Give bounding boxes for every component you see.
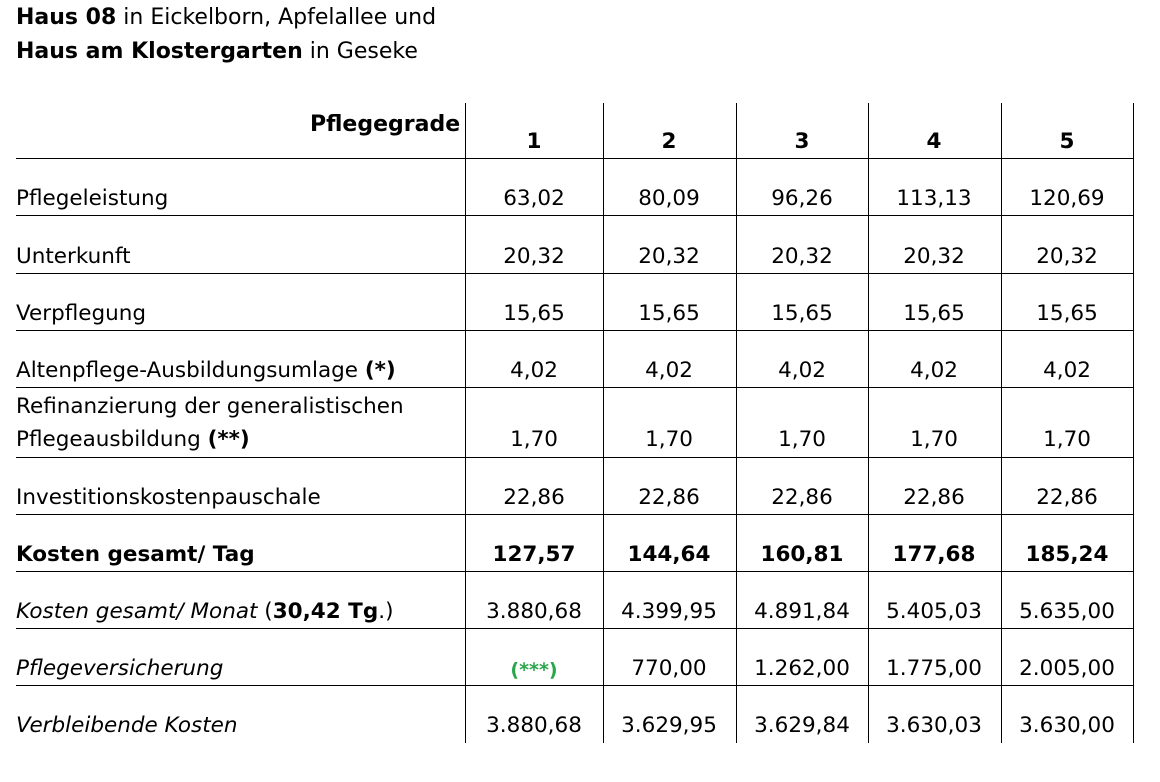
row-value: 20,32 xyxy=(638,244,700,269)
row-label: Verpflegung xyxy=(16,301,147,326)
row-value: 15,65 xyxy=(503,301,565,326)
heading-house-08: Haus 08 xyxy=(16,5,117,30)
header-grade: 4 xyxy=(926,129,942,154)
row-value: 144,64 xyxy=(627,542,711,567)
row-value: 22,86 xyxy=(903,485,965,510)
row-value: 80,09 xyxy=(638,186,700,211)
paren-close: .) xyxy=(378,599,394,624)
row-label: Unterkunft xyxy=(16,244,131,269)
row-value: 1,70 xyxy=(510,427,558,452)
header-grade: 2 xyxy=(661,129,677,154)
table-divider xyxy=(16,273,1134,274)
row-value: 1,70 xyxy=(645,427,693,452)
footnote-marker: (**) xyxy=(207,427,250,452)
table-divider xyxy=(16,514,1134,515)
heading-house-klostergarten: Haus am Klostergarten xyxy=(16,39,303,64)
row-label: Verbleibende Kosten xyxy=(16,713,238,738)
table-divider xyxy=(16,387,1134,388)
table-column-divider xyxy=(465,103,466,743)
row-value: 120,69 xyxy=(1029,186,1105,211)
header-grade: 1 xyxy=(526,129,542,154)
row-value: 4,02 xyxy=(510,358,558,383)
row-value: 4,02 xyxy=(778,358,826,383)
row-value: 1,70 xyxy=(910,427,958,452)
days-count: 30,42 Tg xyxy=(272,599,379,624)
row-label: Investitionskostenpauschale xyxy=(16,485,321,510)
row-value: 15,65 xyxy=(1036,301,1098,326)
row-label: Pflegeversicherung xyxy=(16,656,224,681)
table-divider xyxy=(16,571,1134,572)
row-value: 63,02 xyxy=(503,186,565,211)
row-value: 160,81 xyxy=(760,542,844,567)
row-value: 5.405,03 xyxy=(886,599,982,624)
row-value: 1,70 xyxy=(1043,427,1091,452)
heading-line-1 xyxy=(16,4,436,32)
table-divider xyxy=(16,457,1134,458)
row-value: 4,02 xyxy=(645,358,693,383)
row-value: 4,02 xyxy=(1043,358,1091,383)
row-value: 22,86 xyxy=(1036,485,1098,510)
header-pflegegrade: Pflegegrade xyxy=(310,112,461,137)
row-value: 20,32 xyxy=(903,244,965,269)
table-divider xyxy=(16,628,1134,629)
row-value: 185,24 xyxy=(1025,542,1109,567)
row-value: 1.775,00 xyxy=(886,656,982,681)
row-value: 4.399,95 xyxy=(621,599,717,624)
row-label-text: Altenpflege-Ausbildungsumlage xyxy=(16,358,365,383)
row-value: 113,13 xyxy=(896,186,972,211)
row-value: 2.005,00 xyxy=(1019,656,1115,681)
row-value: 22,86 xyxy=(771,485,833,510)
row-label-text: Pflegeausbildung xyxy=(16,427,208,452)
row-value: 3.630,03 xyxy=(886,713,982,738)
paren-open: ( xyxy=(257,599,273,624)
row-value: 4.891,84 xyxy=(754,599,850,624)
row-value: 770,00 xyxy=(631,656,707,681)
row-value: 3.880,68 xyxy=(486,599,582,624)
row-value: 15,65 xyxy=(638,301,700,326)
table-divider xyxy=(16,330,1134,331)
row-label-line-1: Refinanzierung der generalistischen xyxy=(16,394,404,419)
row-value: 96,26 xyxy=(771,186,833,211)
row-value: 15,65 xyxy=(771,301,833,326)
row-label-text: Kosten gesamt/ Monat xyxy=(16,599,258,624)
row-label xyxy=(16,427,250,453)
row-label: Pflegeleistung xyxy=(16,186,169,211)
row-value: 3.630,00 xyxy=(1019,713,1115,738)
footnote-marker: (*) xyxy=(364,358,396,383)
row-label xyxy=(16,599,393,625)
footnote-marker-green: (***) xyxy=(510,659,558,681)
row-value: 20,32 xyxy=(503,244,565,269)
row-value: 3.629,84 xyxy=(754,713,850,738)
row-value: 20,32 xyxy=(771,244,833,269)
row-value: 177,68 xyxy=(892,542,976,567)
heading-line-2 xyxy=(16,38,418,66)
row-value: 1,70 xyxy=(778,427,826,452)
heading-line-2-rest: in Geseke xyxy=(302,39,418,64)
table-divider xyxy=(16,685,1134,686)
header-grade: 3 xyxy=(794,129,810,154)
row-value: 20,32 xyxy=(1036,244,1098,269)
row-value: 127,57 xyxy=(492,542,576,567)
row-value: 3.629,95 xyxy=(621,713,717,738)
row-label: Kosten gesamt/ Tag xyxy=(16,542,255,567)
row-label xyxy=(16,358,396,384)
table-divider xyxy=(16,158,1134,159)
row-value: 5.635,00 xyxy=(1019,599,1115,624)
row-value: 1.262,00 xyxy=(754,656,850,681)
header-grade: 5 xyxy=(1059,129,1075,154)
table-column-divider xyxy=(1133,103,1134,743)
row-value: 22,86 xyxy=(638,485,700,510)
table-divider xyxy=(16,215,1134,216)
row-value: 4,02 xyxy=(910,358,958,383)
heading-line-1-rest: in Eickelborn, Apfelallee und xyxy=(116,5,437,30)
row-value: 22,86 xyxy=(503,485,565,510)
row-value: 15,65 xyxy=(903,301,965,326)
row-value: 3.880,68 xyxy=(486,713,582,738)
